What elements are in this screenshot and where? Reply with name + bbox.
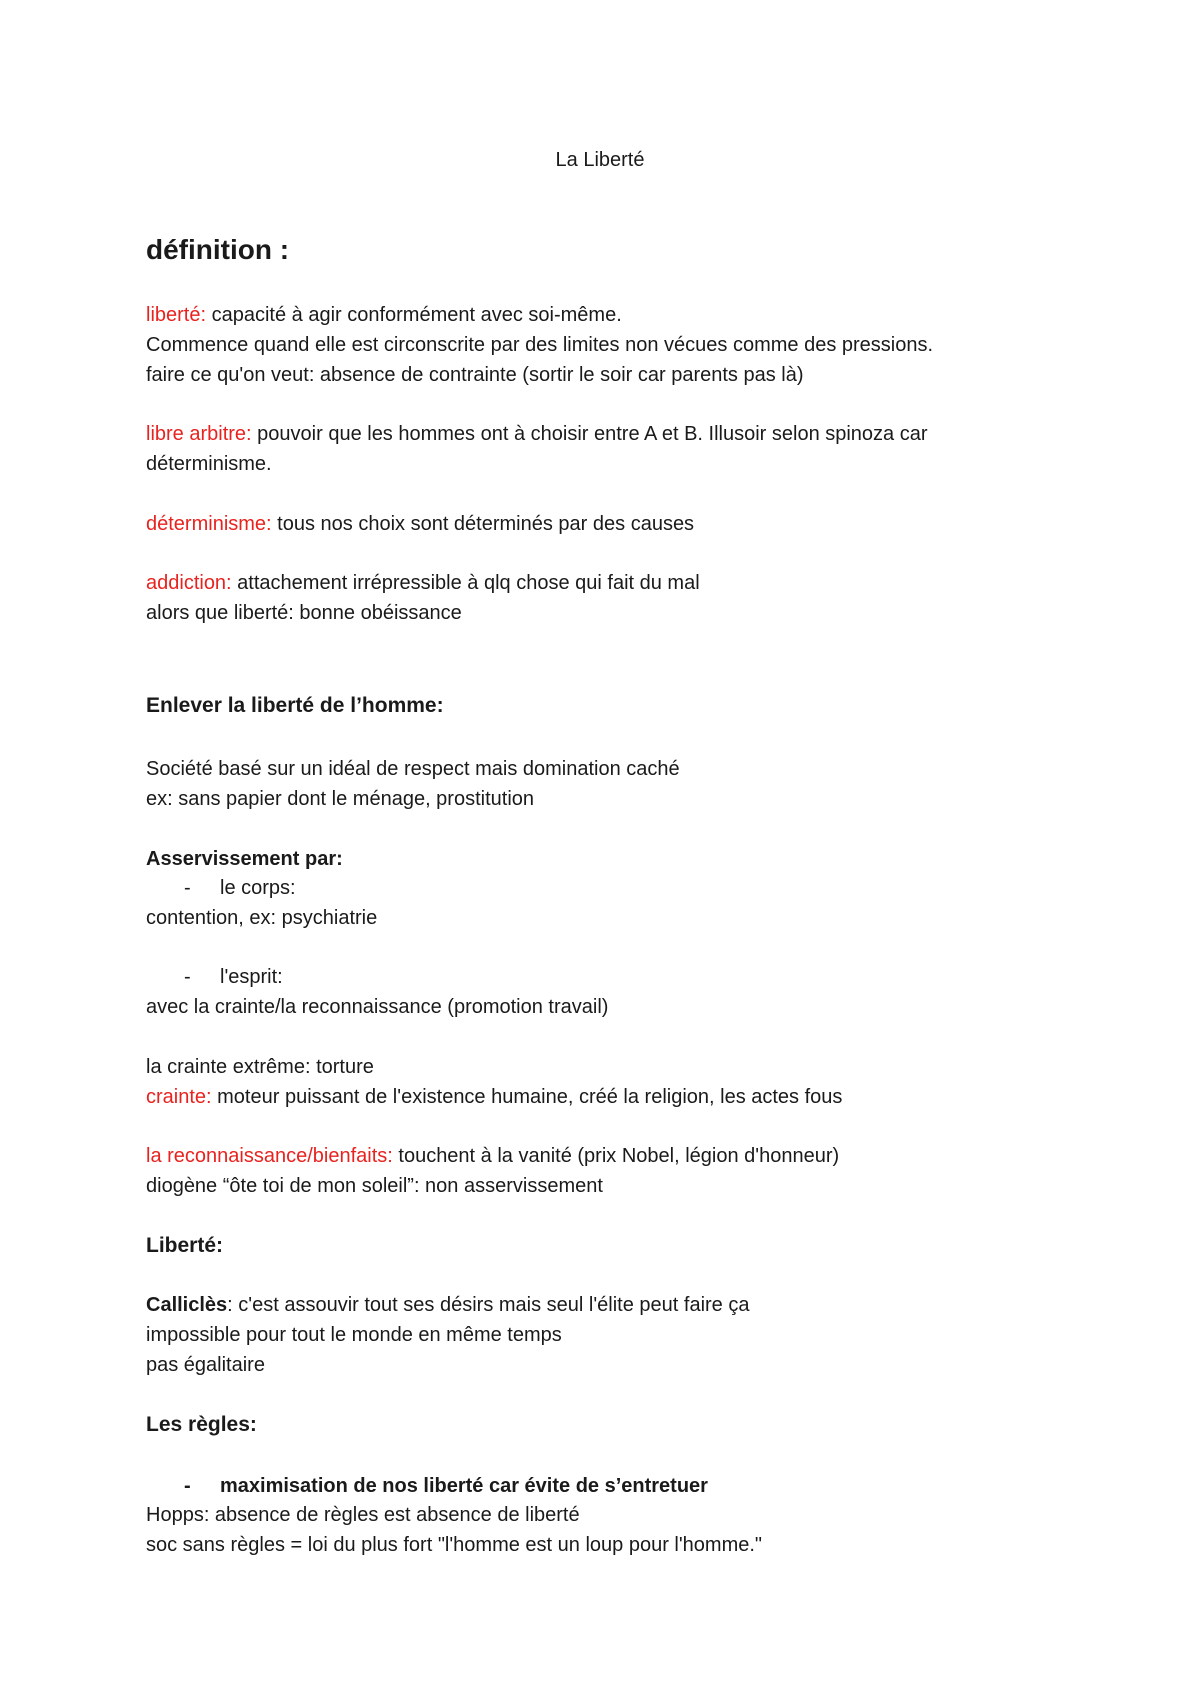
ex-sans-papier-line: ex: sans papier dont le ménage, prostitution (146, 788, 535, 810)
liberte-line-2: Commence quand elle est circonscrite par des limites non vécues comme des pressions. (146, 334, 934, 356)
societe-line: Société basé sur un idéal de respect mais domination caché (146, 758, 680, 780)
callicles-name: Calliclès (146, 1294, 228, 1316)
libre-arbitre-definition (146, 422, 928, 446)
determinisme-definition (146, 512, 694, 536)
reconnaissance-definition (146, 1144, 839, 1168)
liberte-definition (146, 303, 622, 327)
document-title: La Liberté (555, 149, 645, 171)
callicles-line-2: impossible pour tout le monde en même temps (146, 1324, 562, 1346)
soc-line: soc sans règles = loi du plus fort "l'homme est un loup pour l'homme." (146, 1534, 763, 1556)
term-libre-arbitre: libre arbitre: (146, 423, 252, 445)
determinisme-text: tous nos choix sont déterminés par des causes (271, 513, 695, 535)
contention-line: contention, ex: psychiatrie (146, 907, 378, 929)
addiction-text: attachement irrépressible à qlq chose qui fait du mal (231, 572, 700, 594)
bullet-dash: - (184, 877, 191, 899)
asservissement-heading: Asservissement par: (146, 848, 343, 870)
callicles-line-3: pas égalitaire (146, 1354, 265, 1376)
bullet-dash: - (184, 1475, 191, 1497)
term-crainte: crainte: (146, 1086, 212, 1108)
crainte-reconnaissance-line: avec la crainte/la reconnaissance (promotion travail) (146, 996, 609, 1018)
list-item-maximisation (184, 1474, 708, 1498)
term-reconnaissance: la reconnaissance/bienfaits: (146, 1145, 393, 1167)
libre-arbitre-text: pouvoir que les hommes ont à choisir entre A et B. Illusoir selon spinoza car (251, 423, 928, 445)
liberte-line-3: faire ce qu'on veut: absence de contrainte (sortir le soir car parents pas là) (146, 364, 804, 386)
term-liberte: liberté: (146, 304, 207, 326)
bullet-dash: - (184, 966, 191, 988)
crainte-definition (146, 1085, 842, 1109)
liberte-text: capacité à agir conformément avec soi-même. (206, 304, 622, 326)
addiction-definition (146, 571, 700, 595)
callicles-text: : c'est assouvir tout ses désirs mais seul l'élite peut faire ça (227, 1294, 750, 1316)
maximisation-label: maximisation de nos liberté car évite de s’entretuer (220, 1475, 708, 1497)
libre-arbitre-line-2: déterminisme. (146, 453, 272, 475)
diogene-line: diogène “ôte toi de mon soleil”: non asservissement (146, 1175, 603, 1197)
addiction-line-2: alors que liberté: bonne obéissance (146, 602, 462, 624)
reconnaissance-text: touchent à la vanité (prix Nobel, légion d'honneur) (392, 1145, 840, 1167)
list-item-corps (184, 876, 296, 900)
definition-heading: définition : (146, 234, 290, 265)
crainte-extreme-line: la crainte extrême: torture (146, 1056, 374, 1078)
corps-label: le corps: (220, 877, 296, 899)
hopps-line: Hopps: absence de règles est absence de liberté (146, 1504, 580, 1526)
term-determinisme: déterminisme: (146, 513, 272, 535)
esprit-label: l'esprit: (220, 966, 283, 988)
crainte-text: moteur puissant de l'existence humaine, créé la religion, les actes fous (211, 1086, 843, 1108)
callicles-line (146, 1293, 749, 1317)
term-addiction: addiction: (146, 572, 232, 594)
regles-heading: Les règles: (146, 1413, 257, 1436)
list-item-esprit (184, 965, 283, 989)
enlever-heading: Enlever la liberté de l’homme: (146, 694, 444, 717)
liberte-heading: Liberté: (146, 1234, 224, 1257)
